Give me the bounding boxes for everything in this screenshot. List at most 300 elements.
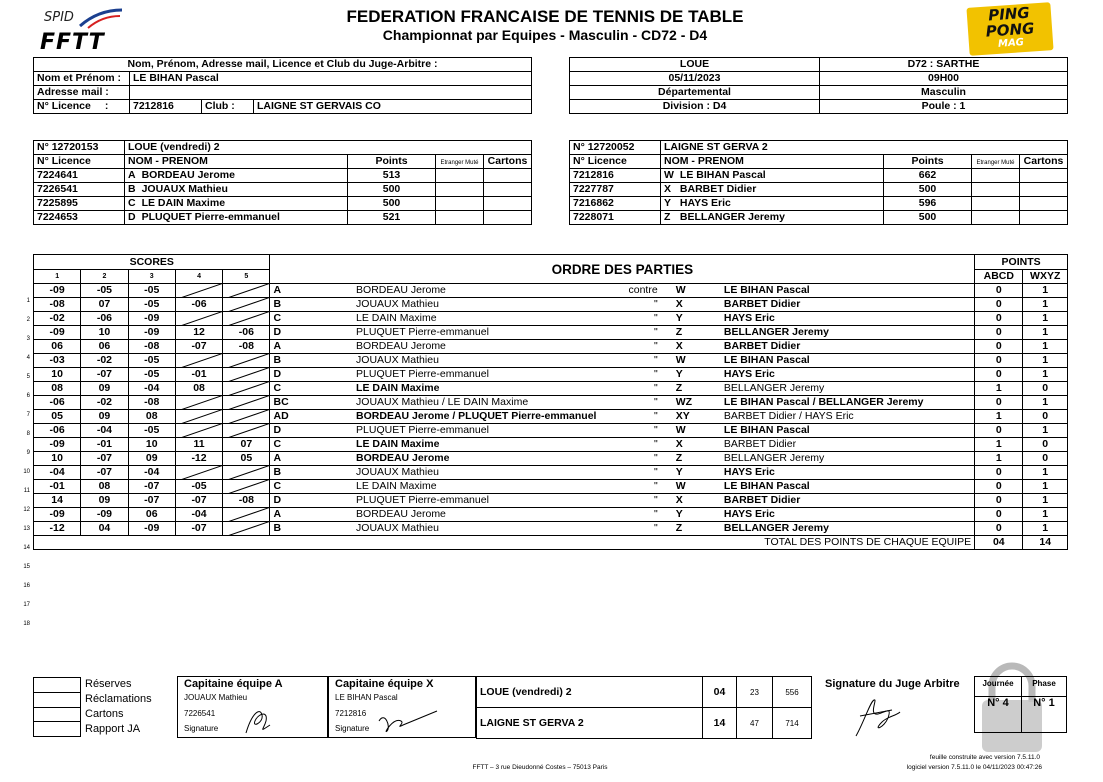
game-row (34, 438, 1068, 452)
versus-separator: " (599, 424, 665, 438)
points-x: 1 (1023, 494, 1068, 508)
set-score: -02 (81, 396, 128, 410)
set-score: -07 (175, 494, 222, 508)
match-level: Départemental (570, 86, 820, 100)
player-x-letters: W (666, 480, 721, 494)
player-licence: 7224653 (34, 211, 125, 225)
match-division: Division : D4 (570, 100, 820, 114)
set-score: -01 (81, 438, 128, 452)
set-score: 09 (81, 382, 128, 396)
total-x: 14 (1023, 536, 1068, 550)
set-score: -04 (128, 382, 175, 396)
player-a-name: LE DAIN Maxime (320, 438, 599, 452)
versus-separator: " (599, 340, 665, 354)
team-a-col-foreign (436, 155, 484, 169)
player-a-name: JOUAUX Mathieu (320, 522, 599, 536)
set-score: -05 (128, 354, 175, 368)
set-score: -03 (34, 354, 81, 368)
game-number: 13 (23, 526, 30, 532)
game-number: 11 (23, 488, 30, 494)
pingpong-logo-line2: PONG (985, 19, 1035, 41)
captain-x-name: LE BIHAN Pascal (335, 693, 398, 702)
result-a-balls: 556 (773, 677, 812, 708)
player-cards-cell (484, 183, 532, 197)
game-number: 10 (23, 469, 30, 475)
referee-signature (848, 692, 904, 742)
player-x-letters: Z (666, 382, 721, 396)
player-points: 500 (884, 211, 972, 225)
captain-a-licence: 7226541 (184, 709, 216, 718)
player-x-letters: X (666, 494, 721, 508)
player-x-name: LE BIHAN Pascal / BELLANGER Jeremy (721, 396, 975, 410)
game-row (34, 522, 1068, 536)
player-a-name: JOUAUX Mathieu (320, 298, 599, 312)
player-x-letters: Y (666, 368, 721, 382)
set-score: -02 (81, 354, 128, 368)
points-a: 0 (975, 522, 1023, 536)
player-x-name: HAYS Eric (721, 466, 975, 480)
player-x-name: BARBET Didier (721, 340, 975, 354)
captain-x-box (328, 676, 476, 738)
team-x-player-row (570, 197, 1068, 211)
player-x-letters: Y (666, 466, 721, 480)
referee-email-label: Adresse mail : (34, 86, 130, 100)
points-x: 1 (1023, 284, 1068, 298)
versus-separator: " (599, 410, 665, 424)
team-a-table (33, 140, 532, 225)
set-score: -06 (81, 312, 128, 326)
points-x: 1 (1023, 326, 1068, 340)
player-letter: X (661, 183, 677, 197)
points-a: 0 (975, 368, 1023, 382)
player-cards-cell (484, 197, 532, 211)
player-a-name: PLUQUET Pierre-emmanuel (320, 494, 599, 508)
game-number: 1 (26, 298, 30, 304)
team-x-name: LAIGNE ST GERVA 2 (661, 141, 1068, 155)
points-x: 1 (1023, 508, 1068, 522)
set-score: -08 (223, 494, 270, 508)
set-score: -06 (223, 326, 270, 340)
journee-value: N° 4 (975, 697, 1022, 733)
set-score (223, 508, 270, 522)
versus-separator: " (599, 382, 665, 396)
licence-label-text: N° Licence (37, 100, 91, 112)
game-number: 8 (26, 431, 30, 437)
set-score: -05 (128, 284, 175, 298)
reserves-checkbox[interactable] (34, 678, 80, 693)
result-a-points: 04 (703, 677, 737, 708)
team-x-player-row (570, 211, 1068, 225)
set-score: 12 (175, 326, 222, 340)
game-number: 6 (26, 393, 30, 399)
game-number: 4 (26, 355, 30, 361)
reclamations-label: Réclamations (85, 693, 152, 705)
set-score: -09 (81, 508, 128, 522)
set-score: -07 (128, 494, 175, 508)
team-x-col-licence: N° Licence (570, 155, 661, 169)
points-a: 1 (975, 452, 1023, 466)
journee-label: Journée (975, 677, 1022, 697)
points-a: 0 (975, 284, 1023, 298)
captain-x-signature-label: Signature (335, 724, 370, 733)
team-a-name: LOUE (vendredi) 2 (125, 141, 532, 155)
licence-label-colon: : (104, 100, 109, 112)
row-number-column (18, 292, 30, 634)
player-x-name: BARBET Didier (721, 298, 975, 312)
set-score (223, 368, 270, 382)
player-cards-cell (484, 169, 532, 183)
player-cards-cell (1020, 183, 1068, 197)
match-date: 05/11/2023 (570, 72, 820, 86)
player-x-letters: X (666, 438, 721, 452)
result-a-sets: 23 (737, 677, 773, 708)
wxyz-header: WXYZ (1023, 270, 1068, 284)
referee-club-label: Club : (202, 100, 254, 114)
points-a: 1 (975, 382, 1023, 396)
player-licence: 7224641 (34, 169, 125, 183)
abcd-header: ABCD (975, 270, 1023, 284)
team-a-col-points: Points (348, 155, 436, 169)
result-x-points: 14 (703, 708, 737, 739)
set-score: 10 (34, 452, 81, 466)
game-row (34, 396, 1068, 410)
team-x-col-name: NOM - PRENOM (661, 155, 884, 169)
points-a: 0 (975, 326, 1023, 340)
referee-signature-label: Signature du Juge Arbitre (825, 678, 960, 690)
player-x-letters: W (666, 424, 721, 438)
captain-x-licence: 7212816 (335, 709, 367, 718)
player-x-name: BELLANGER Jeremy (721, 522, 975, 536)
referee-club-value: LAIGNE ST GERVAIS CO (254, 100, 532, 114)
spid-logo-text: SPID (44, 10, 74, 25)
player-a-name: LE DAIN Maxime (320, 480, 599, 494)
points-x: 1 (1023, 312, 1068, 326)
player-letter: Y (661, 197, 677, 211)
player-x-name: LE BIHAN Pascal (721, 480, 975, 494)
set-score (175, 466, 222, 480)
player-a-name: BORDEAU Jerome (320, 508, 599, 522)
result-table (476, 676, 812, 739)
referee-email-value (130, 86, 532, 100)
points-a: 0 (975, 340, 1023, 354)
player-a-letters: C (270, 438, 320, 452)
player-a-letters: A (270, 452, 320, 466)
team-a-player-row (34, 197, 532, 211)
set-score: 09 (81, 410, 128, 424)
match-info-table (569, 57, 1068, 114)
game-number: 18 (23, 621, 30, 627)
team-a-col-cards: Cartons (484, 155, 532, 169)
player-points: 500 (348, 183, 436, 197)
set-score: 06 (81, 340, 128, 354)
player-x-name: LE BIHAN Pascal (721, 354, 975, 368)
set-score: 06 (128, 508, 175, 522)
set-col-3: 3 (128, 270, 175, 284)
player-x-name: BELLANGER Jeremy (721, 326, 975, 340)
points-x: 1 (1023, 396, 1068, 410)
points-x: 1 (1023, 298, 1068, 312)
player-a-letters: A (270, 508, 320, 522)
points-a: 0 (975, 466, 1023, 480)
player-x-letters: Y (666, 312, 721, 326)
player-a-letters: A (270, 340, 320, 354)
game-row (34, 424, 1068, 438)
game-number: 9 (26, 450, 30, 456)
set-col-5: 5 (223, 270, 270, 284)
set-score: -02 (34, 312, 81, 326)
points-a: 1 (975, 438, 1023, 452)
player-a-name: PLUQUET Pierre-emmanuel (320, 368, 599, 382)
set-col-2: 2 (81, 270, 128, 284)
team-x-col-foreign (972, 155, 1020, 169)
versus-separator: " (599, 466, 665, 480)
player-x-name: HAYS Eric (721, 368, 975, 382)
player-x-letters: W (666, 284, 721, 298)
player-a-letters: A (270, 284, 320, 298)
set-score (223, 466, 270, 480)
team-a-col-name: NOM - PRENOM (125, 155, 348, 169)
player-a-name: JOUAUX Mathieu / LE DAIN Maxime (320, 396, 599, 410)
points-a: 0 (975, 424, 1023, 438)
game-number: 14 (23, 545, 30, 551)
set-score: -09 (34, 438, 81, 452)
set-score (223, 480, 270, 494)
player-x-name: HAYS Eric (721, 508, 975, 522)
player-a-name: BORDEAU Jerome (320, 284, 599, 298)
player-x-name: BELLANGER Jeremy (721, 452, 975, 466)
game-row (34, 508, 1068, 522)
points-x: 0 (1023, 452, 1068, 466)
player-x-name: LE BIHAN Pascal (721, 284, 975, 298)
game-row (34, 410, 1068, 424)
set-score: -07 (175, 522, 222, 536)
set-score: 08 (128, 410, 175, 424)
reserves-label: Réserves (85, 678, 132, 690)
match-venue: LOUE (570, 58, 820, 72)
player-points: 513 (348, 169, 436, 183)
set-score: -06 (175, 298, 222, 312)
points-a: 0 (975, 480, 1023, 494)
player-letter: C (125, 197, 139, 211)
set-score: 07 (223, 438, 270, 452)
team-a-player-row (34, 169, 532, 183)
captain-a-label: Capitaine équipe A (184, 678, 283, 690)
player-x-letters: Z (666, 452, 721, 466)
player-x-name: LE BIHAN Pascal (721, 424, 975, 438)
player-name: LE DAIN Maxime (139, 197, 348, 211)
pingpong-mag-logo (966, 2, 1053, 56)
set-score: -07 (128, 480, 175, 494)
team-a-col-licence: N° Licence (34, 155, 125, 169)
game-number: 16 (23, 583, 30, 589)
reclamations-checkbox[interactable] (34, 693, 80, 708)
player-x-letters: Z (666, 522, 721, 536)
game-row (34, 368, 1068, 382)
points-header: POINTS (975, 255, 1068, 270)
player-name: BARBET Didier (677, 183, 884, 197)
rapport-label: Rapport JA (85, 723, 141, 735)
game-number: 7 (26, 412, 30, 418)
player-a-name: JOUAUX Mathieu (320, 466, 599, 480)
points-x: 1 (1023, 368, 1068, 382)
set-score: -08 (128, 396, 175, 410)
match-gender: Masculin (820, 86, 1068, 100)
set-score: -09 (128, 326, 175, 340)
points-x: 1 (1023, 522, 1068, 536)
set-score (223, 298, 270, 312)
player-a-letters: D (270, 326, 320, 340)
points-x: 1 (1023, 466, 1068, 480)
player-x-name: BELLANGER Jeremy (721, 382, 975, 396)
player-licence: 7228071 (570, 211, 661, 225)
rapport-checkbox[interactable] (34, 722, 80, 736)
set-score: -08 (34, 298, 81, 312)
game-number: 15 (23, 564, 30, 570)
set-score: -04 (34, 466, 81, 480)
game-row (34, 284, 1068, 298)
points-x: 1 (1023, 424, 1068, 438)
points-a: 0 (975, 494, 1023, 508)
game-number: 3 (26, 336, 30, 342)
team-x-col-cards: Cartons (1020, 155, 1068, 169)
team-a-player-row (34, 211, 532, 225)
set-score: -12 (175, 452, 222, 466)
player-a-name: BORDEAU Jerome / PLUQUET Pierre-emmanuel (320, 410, 599, 424)
team-a-col-foreign-text: Etranger Muté (440, 159, 479, 166)
spid-fftt-logo (38, 6, 128, 54)
page-title: FEDERATION FRANCAISE DE TENNIS DE TABLE (346, 7, 744, 26)
player-a-name: BORDEAU Jerome (320, 340, 599, 354)
player-x-letters: XY (666, 410, 721, 424)
player-foreign-cell (972, 169, 1020, 183)
set-score: -08 (128, 340, 175, 354)
result-x-team: LAIGNE ST GERVA 2 (477, 708, 703, 739)
player-licence: 7227787 (570, 183, 661, 197)
player-x-letters: Y (666, 508, 721, 522)
total-a: 04 (975, 536, 1023, 550)
footer-address: FFTT – 3 rue Dieudonné Costes – 75013 Paris (472, 764, 608, 771)
versus-separator: " (599, 494, 665, 508)
set-score: -06 (34, 424, 81, 438)
player-name: PLUQUET Pierre-emmanuel (139, 211, 348, 225)
player-a-name: JOUAUX Mathieu (320, 354, 599, 368)
captain-x-label: Capitaine équipe X (335, 678, 434, 690)
versus-separator: " (599, 326, 665, 340)
player-a-letters: B (270, 522, 320, 536)
set-score: -12 (34, 522, 81, 536)
set-score: 09 (81, 494, 128, 508)
player-x-letters: X (666, 298, 721, 312)
set-score: -07 (175, 340, 222, 354)
referee-table (33, 57, 532, 114)
player-points: 500 (348, 197, 436, 211)
set-score (223, 312, 270, 326)
set-score: 07 (81, 298, 128, 312)
set-score (223, 354, 270, 368)
player-licence: 7216862 (570, 197, 661, 211)
game-row (34, 480, 1068, 494)
set-score: -05 (175, 480, 222, 494)
cartons-checkbox[interactable] (34, 708, 80, 722)
points-x: 0 (1023, 410, 1068, 424)
referee-heading: Nom, Prénom, Adresse mail, Licence et Club du Juge-Arbitre : (34, 58, 532, 72)
set-score (223, 522, 270, 536)
player-name: LE BIHAN Pascal (677, 169, 884, 183)
player-cards-cell (1020, 169, 1068, 183)
team-x-player-row (570, 183, 1068, 197)
set-score: 08 (175, 382, 222, 396)
game-row (34, 298, 1068, 312)
match-time: 09H00 (820, 72, 1068, 86)
game-row (34, 340, 1068, 354)
player-licence: 7212816 (570, 169, 661, 183)
points-a: 1 (975, 410, 1023, 424)
game-number: 17 (23, 602, 30, 608)
set-score (223, 382, 270, 396)
set-score (175, 354, 222, 368)
points-x: 1 (1023, 480, 1068, 494)
player-name: JOUAUX Mathieu (139, 183, 348, 197)
set-score: 10 (128, 438, 175, 452)
player-x-letters: Z (666, 326, 721, 340)
points-x: 0 (1023, 438, 1068, 452)
team-x-col-foreign-text: Etranger Muté (976, 159, 1015, 166)
team-a-number: N° 12720153 (34, 141, 125, 155)
phase-label: Phase (1022, 677, 1067, 697)
player-x-letters: W (666, 354, 721, 368)
player-a-name: PLUQUET Pierre-emmanuel (320, 326, 599, 340)
player-name: HAYS Eric (677, 197, 884, 211)
versus-separator: " (599, 312, 665, 326)
player-licence: 7226541 (34, 183, 125, 197)
player-points: 596 (884, 197, 972, 211)
player-a-letters: C (270, 312, 320, 326)
player-a-letters: C (270, 480, 320, 494)
points-a: 0 (975, 396, 1023, 410)
versus-separator: " (599, 438, 665, 452)
captain-a-box (177, 676, 328, 738)
points-a: 0 (975, 298, 1023, 312)
player-foreign-cell (436, 211, 484, 225)
cartons-label: Cartons (85, 708, 124, 720)
set-score: -07 (81, 368, 128, 382)
set-score: 05 (223, 452, 270, 466)
player-a-letters: B (270, 354, 320, 368)
set-score: 11 (175, 438, 222, 452)
player-foreign-cell (436, 183, 484, 197)
player-x-letters: WZ (666, 396, 721, 410)
scores-header: SCORES (34, 255, 270, 270)
set-score: 09 (128, 452, 175, 466)
set-score (175, 410, 222, 424)
player-letter: Z (661, 211, 677, 225)
player-points: 500 (884, 183, 972, 197)
player-foreign-cell (436, 169, 484, 183)
player-cards-cell (484, 211, 532, 225)
set-score: -07 (81, 466, 128, 480)
player-cards-cell (1020, 211, 1068, 225)
set-score: -09 (128, 522, 175, 536)
player-letter: D (125, 211, 139, 225)
captain-a-name: JOUAUX Mathieu (184, 693, 248, 702)
pingpong-logo-line1: PING (987, 3, 1031, 25)
player-cards-cell (1020, 197, 1068, 211)
player-points: 662 (884, 169, 972, 183)
footer-version-1: feuille construite avec version 7.5.11.0 (929, 754, 1040, 761)
player-foreign-cell (972, 197, 1020, 211)
points-a: 0 (975, 508, 1023, 522)
versus-separator: " (599, 298, 665, 312)
